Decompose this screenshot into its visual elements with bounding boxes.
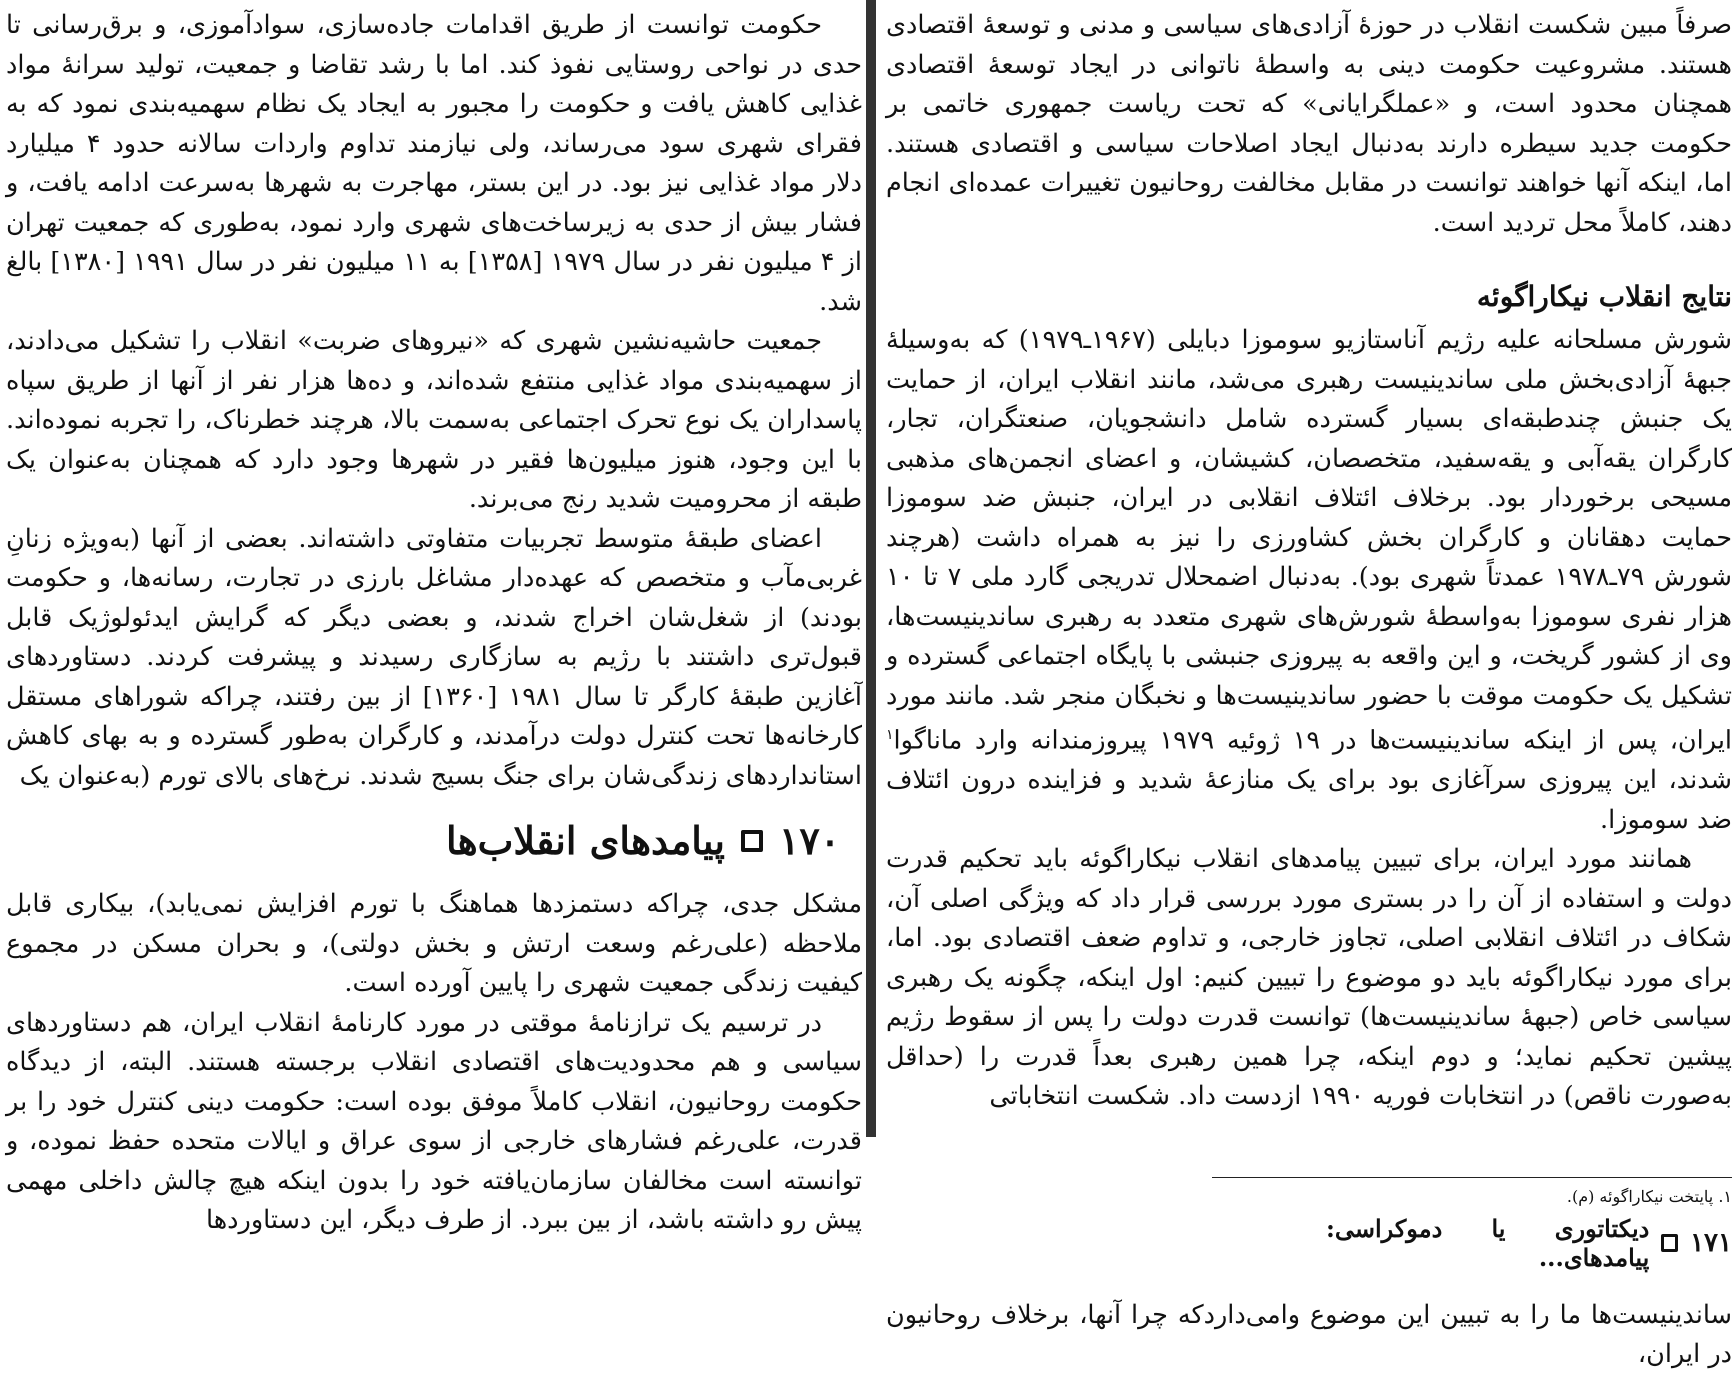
page-number: ۱۷۱: [1690, 1227, 1732, 1258]
square-bullet-icon: [741, 830, 763, 852]
paragraph: در ترسیم یک ترازنامهٔ موقتی در مورد کارنامهٔ انقلاب ایران، هم دستاوردهای سیاسی و هم محدودیت‌های اقتصادی انقلاب برجسته هستند. البته، از دیدگاه حکومت روحانیون، انقلاب کاملاً موفق بوده است: حکومت دینی کنترل خود را بر قدرت، علی‌رغم فشارهای خارجی از سوی عراق و ایالات متحده حفظ نموده، و توانسته است مخالفان سازمان‌یافته خود را بدون اینکه هیچ چالش داخلی مهمی پیش رو داشته باشد، از بین ببرد. از طرف دیگر، این دستاوردها: [6, 1007, 862, 1235]
paragraph-text: شورش مسلحانه علیه رژیم آناستازیو سوموزا دبایلی (۱۹۶۷ـ۱۹۷۹) که به‌وسیلهٔ جبههٔ آزادی‌بخش ملی ساندینیست رهبری می‌شد، مانند انقلاب ایران، از حمایت یک جنبش چندطبقه‌ای بسیار گسترده شامل دانشجویان، صنعتگران، تجار، کارگران یقه‌آبی و یقه‌سفید، متخصصان، کشیشان، و اعضای انجمن‌های مذهبی مسیحی برخوردار بود. برخلاف ائتلاف انقلابی در ایران، جنبش ضد سوموزا حمایت دهقانان و کارگران بخش کشاورزی را نیز به همراه داشت (هرچند شورش ۷۹ـ۱۹۷۸ عمدتاً شهری بود). به‌دنبال اضمحلال تدریجی گارد ملی ۷ تا ۱۰ هزار نفری سوموزا به‌واسطهٔ شورش‌های شهری متعدد به رهبری ساندینیست‌ها، وی از کشور گریخت، و این واقعه به پیروزی جنبشی با پایگاه اجتماعی گسترده و تشکیل یک حکومت موقت با حضور ساندینیست‌ها و نخبگان منجر شد. مانند مورد ایران، پس از اینکه ساندینیست‌ها در ۱۹ ژوئیه ۱۹۷۹ پیروزمندانه وارد ماناگوا: [886, 325, 1733, 756]
page-header: [6, 818, 862, 863]
paragraph: جمعیت حاشیه‌نشین شهری که «نیروهای ضربت» انقلاب را تشکیل می‌دادند، از سهمیه‌بندی مواد غذایی منتفع شده‌اند، و ده‌ها هزار نفر از آنها از طریق سپاه پاسداران یک نوع تحرک اجتماعی به‌سمت بالا، هرچند خطرناک، را تجربه نموده‌اند. با این وجود، هنوز میلیون‌ها فقیر در شهرها وجود دارد که همچنان به‌عنوان یک طبقه از محرومیت شدید رنج می‌برند.: [6, 326, 862, 514]
left-page: [0, 0, 866, 1235]
footnote: ۱. پایتخت نیکاراگوئه (م).: [1566, 1186, 1732, 1206]
paragraph: اعضای طبقهٔ متوسط تجربیات متفاوتی داشته‌اند. بعضی از آنها (به‌ویژه زنانِ غربی‌مآب و متخصص که عهده‌دار مشاغل بارزی در تجارت، رسانه‌ها، و حکومت بودند) از شغل‌شان اخراج شدند، و بعضی دیگر که گرایش ایدئولوژیک قابل قبول‌تری داشتند با رژیم به سازگاری رسیدند و پیشرفت کردند. دستاوردهای آغازین طبقهٔ کارگر تا سال ۱۹۸۱ [۱۳۶۰] از بین رفتند، چراکه شوراهای مستقل کارخانه‌ها تحت کنترل دولت درآمدند، و کارگران به‌طور گسترده و به بهای کاهش استانداردهای زندگی‌شان برای جنگ بسیج شدند. نرخ‌های بالای تورم (به‌عنوان یک: [6, 523, 862, 791]
square-bullet-icon: [1661, 1234, 1678, 1252]
paragraph: صرفاً مبین شکست انقلاب در حوزهٔ آزادی‌های سیاسی و مدنی و توسعهٔ اقتصادی هستند. مشروعیت حکومت دینی به واسطهٔ ناتوانی در ایجاد توسعهٔ اقتصادی همچنان محدود است، و «عملگرایانی» که تحت ریاست جمهوری خاتمی بر حکومت جدید سیطره دارند به‌دنبال ایجاد اصلاحات سیاسی و اقتصادی هستند. اما، اینکه آنها خواهند توانست در مقابل مخالفت روحانیون تغییرات عمده‌ای انجام دهند، کاملاً محل تردید است.: [886, 10, 1732, 238]
paragraph: ساندینیست‌ها ما را به تبیین این موضوع وامی‌داردکه چرا آنها، برخلاف روحانیون در ایران،: [886, 1299, 1732, 1369]
paragraph: مشکل جدی، چراکه دستمزدها هماهنگ با تورم افزایش نمی‌یابد)، بیکاری قابل ملاحظه (علی‌رغم وسعت ارتش و بخش دولتی)، و بحران مسکن در مجموع کیفیت زندگی جمعیت شهری را پایین آورده است.: [6, 889, 862, 998]
paragraph-text: شدند، این پیروزی سرآغازی بود برای یک منازعهٔ شدید و فزاینده درون ائتلاف ضد سوموزا.: [886, 765, 1732, 835]
book-gutter: [866, 0, 876, 1137]
paragraph: همانند مورد ایران، برای تبیین پیامدهای انقلاب نیکاراگوئه باید تحکیم قدرت دولت و استفاده از آن را در بستری مورد بررسی قرار داد که ویژگی اصلی آن، شکاف در ائتلاف انقلابی اصلی، تجاوز خارجی، و تداوم ضعف اقتصادی بود. اما، برای مورد نیکاراگوئه باید دو موضوع را تبیین کنیم: اول اینکه، چگونه یک رهبری سیاسی خاص (جبههٔ ساندینیست‌ها) توانست قدرت دولت را پس از سقوط رژیم پیشین تحکیم نماید؛ و دوم اینکه، چرا همین رهبری بعداً قدرت را (حداقل به‌صورت ناقص) در انتخابات فوریه ۱۹۹۰ ازدست داد. شکست انتخاباتی: [886, 844, 1732, 1111]
page-number: ۱۷۰: [778, 818, 841, 863]
section-heading: نتایج انقلاب نیکاراگوئه: [1476, 280, 1732, 313]
page-header: [886, 1214, 1732, 1272]
footnote-marker: ۱: [886, 727, 894, 743]
paragraph: حکومت توانست از طریق اقدامات جاده‌سازی، سوادآموزی، و برق‌رسانی تا حدی در نواحی روستایی نفوذ کند. اما با رشد تقاضا و جمعیت، تولید سرانهٔ مواد غذایی کاهش یافت و حکومت را مجبور به ایجاد یک نظام سهمیه‌بندی نمود که به فقرای شهری سود می‌رساند، ولی نیازمند تداوم واردات سالانه حدود ۴ میلیارد دلار مواد غذایی نیز بود. در این بستر، مهاجرت به شهرها به‌سرعت ادامه یافت، و فشار بیش از حدی به زیرساخت‌های شهری وارد نمود، به‌طوری که جمعیت تهران از ۴ میلیون نفر در سال ۱۹۷۹ [۱۳۵۸] به ۱۱ میلیون نفر در سال ۱۹۹۱ [۱۳۸۰] بالغ شد.: [6, 10, 863, 317]
right-page: [876, 0, 1734, 1369]
footnote-divider: [1212, 1177, 1732, 1178]
paragraph: [886, 321, 1732, 840]
header-title: پیامدهای انقلاب‌ها: [446, 818, 725, 863]
running-head-title: دیکتاتوری یا دموکراسی: پیامدهای...: [1326, 1213, 1650, 1272]
